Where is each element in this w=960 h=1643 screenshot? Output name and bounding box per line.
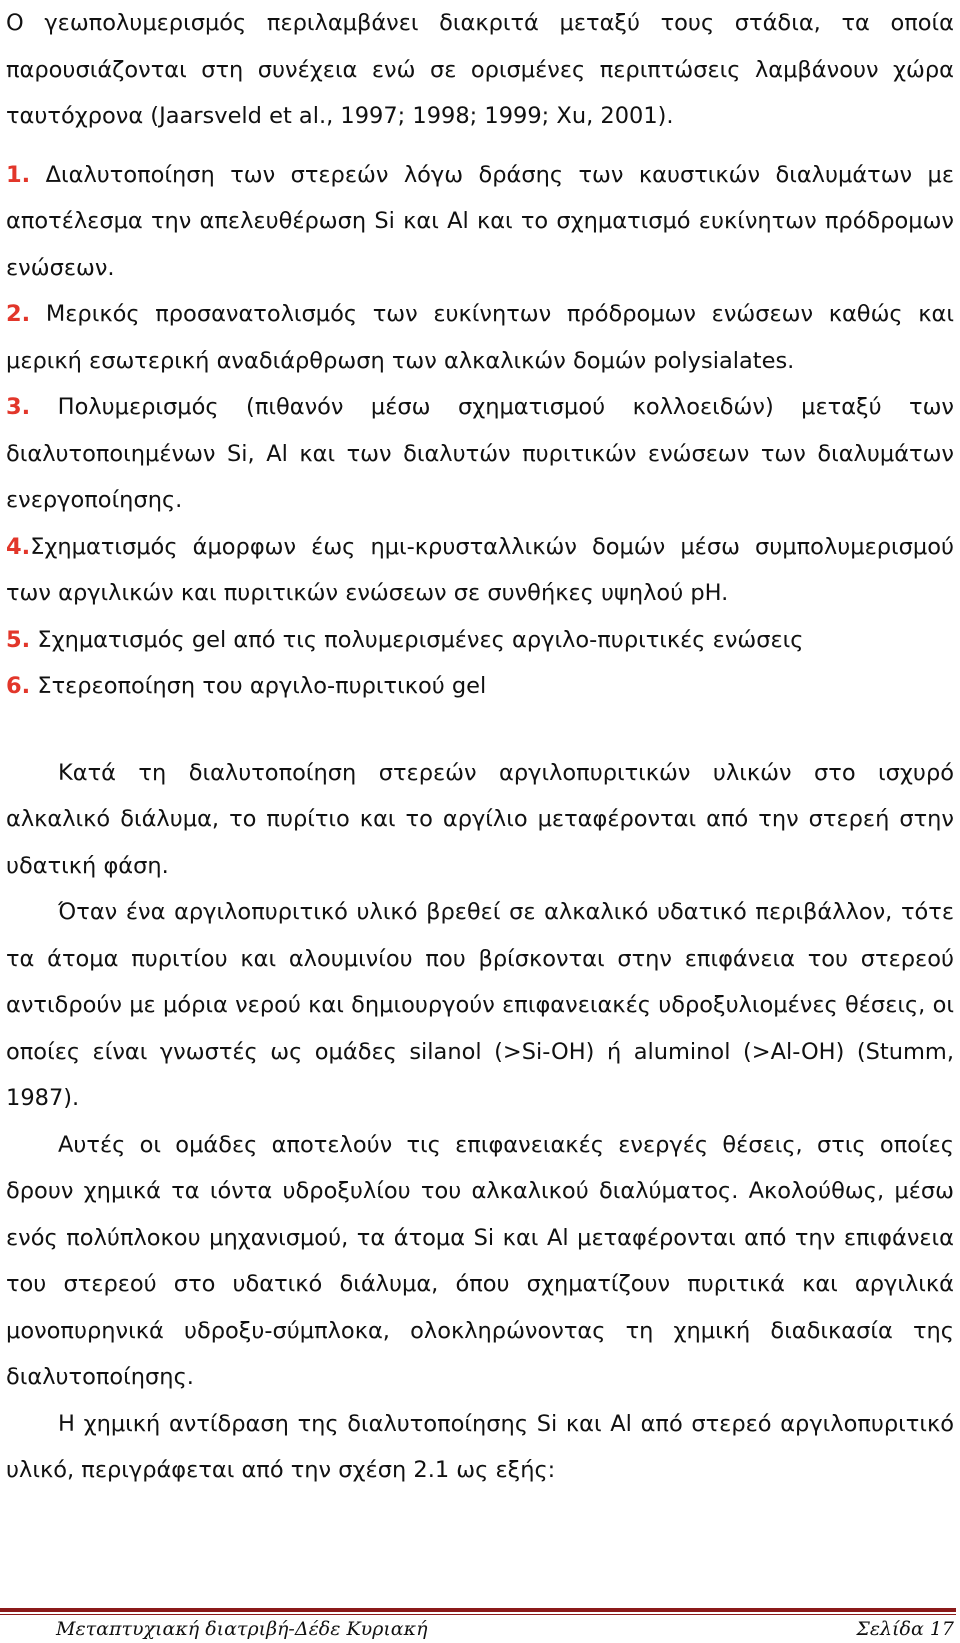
step-text: Σχηματισμός gel από τις πολυμερισμένες αργιλο-πυριτικές ενώσεις (30, 626, 804, 653)
step-text: Διαλυτοποίηση των στερεών λόγω δράσης των καυστικών διαλυμάτων με αποτέλεσμα την απελευθέρωση Si και Al και το σχηματισμό ευκίνητων πρόδρομων ενώσεων. (6, 161, 954, 281)
step-item (6, 291, 954, 384)
intro-paragraph: Ο γεωπολυμερισμός περιλαμβάνει διακριτά μεταξύ τους στάδια, τα οποία παρουσιάζονται στη συνέχεια ενώ σε ορισμένες περιπτώσεις λαμβάνουν χώρα ταυτόχρονα (Jaarsveld et al., 1997; 1998; 1999; Xu, 2001). (6, 10, 954, 129)
body-paragraph: Αυτές οι ομάδες αποτελούν τις επιφανειακές ενεργές θέσεις, στις οποίες δρουν χημικά τα ιόντα υδροξυλίου του αλκαλικού διαλύματος. Ακολούθως, μέσω ενός πολύπλοκου μηχανισμού, τα άτομα Si και Al μεταφέρονται από την επιφάνεια του στερεού στο υδατικό διάλυμα, όπου σχηματίζουν πυριτικά και αργιλικά μονοπυρηνικά υδροξυ-σύμπλοκα, ολοκληρώνοντας τη χημική διαδικασία της διαλυτοποίησης. (6, 1131, 954, 1390)
step-number: 3. (6, 394, 31, 420)
step-number: 6. (6, 673, 31, 699)
step-text: Πολυμερισμός (πιθανόν μέσω σχηματισμού κολλοειδών) μεταξύ των διαλυτοποιημένων Si, Al και των διαλυτών πυριτικών ενώσεων των διαλυμάτων ενεργοποίησης. (6, 394, 954, 513)
body-paragraph: Η χημική αντίδραση της διαλυτοποίησης Si και Al από στερεό αργιλοπυριτικό υλικό, περιγράφεται από την σχέση 2.1 ως εξής: (6, 1410, 954, 1483)
step-text: Σχηματισμός άμορφων έως ημι-κρυσταλλικών δομών μέσω συμπολυμερισμού των αργιλικών και πυριτικών ενώσεων σε συνθήκες υψηλού pH. (6, 533, 954, 606)
step-text: Στερεοποίηση του αργιλο-πυριτικού gel (30, 673, 487, 699)
step-number: 4. (6, 533, 31, 560)
step-item (6, 524, 954, 617)
process-steps-list (6, 152, 954, 710)
document-body (6, 0, 954, 1494)
body-paragraph: Όταν ένα αργιλοπυριτικό υλικό βρεθεί σε αλκαλικό υδατικό περιβάλλον, τότε τα άτομα πυριτίου και αλουμινίου που βρίσκονται στην επιφάνεια του στερεού αντιδρούν με μόρια νερού και δημιουργούν επιφανειακές υδροξυλιομένες θέσεις, οι οποίες είναι γνωστές ως ομάδες silanol (>Si-OH) ή aluminol (>Al-OH) (Stumm, 1987). (6, 899, 954, 1111)
page-footer (56, 1616, 954, 1642)
step-number: 5. (6, 626, 31, 653)
step-item (6, 152, 954, 292)
step-text: Μερικός προσανατολισμός των ευκίνητων πρόδρομων ενώσεων καθώς και μερική εσωτερική αναδιάρθρωση των αλκαλικών δομών polysialates. (6, 301, 954, 374)
body-paragraphs (6, 750, 954, 1494)
step-number: 2. (6, 301, 31, 327)
footer-divider (0, 1608, 956, 1612)
step-item (6, 617, 954, 664)
step-item (6, 663, 954, 710)
footer-divider-thin (0, 1614, 956, 1615)
step-number: 1. (6, 161, 31, 188)
footer-page-number: Σελίδα 17 (856, 1618, 954, 1640)
footer-thesis-title: Μεταπτυχιακή διατριβή-Δέδε Κυριακή (56, 1618, 428, 1640)
body-paragraph: Κατά τη διαλυτοποίηση στερεών αργιλοπυριτικών υλικών στο ισχυρό αλκαλικό διάλυμα, το πυρίτιο και το αργίλιο μεταφέρονται από την στερεή στην υδατική φάση. (6, 759, 954, 879)
step-item (6, 384, 954, 524)
